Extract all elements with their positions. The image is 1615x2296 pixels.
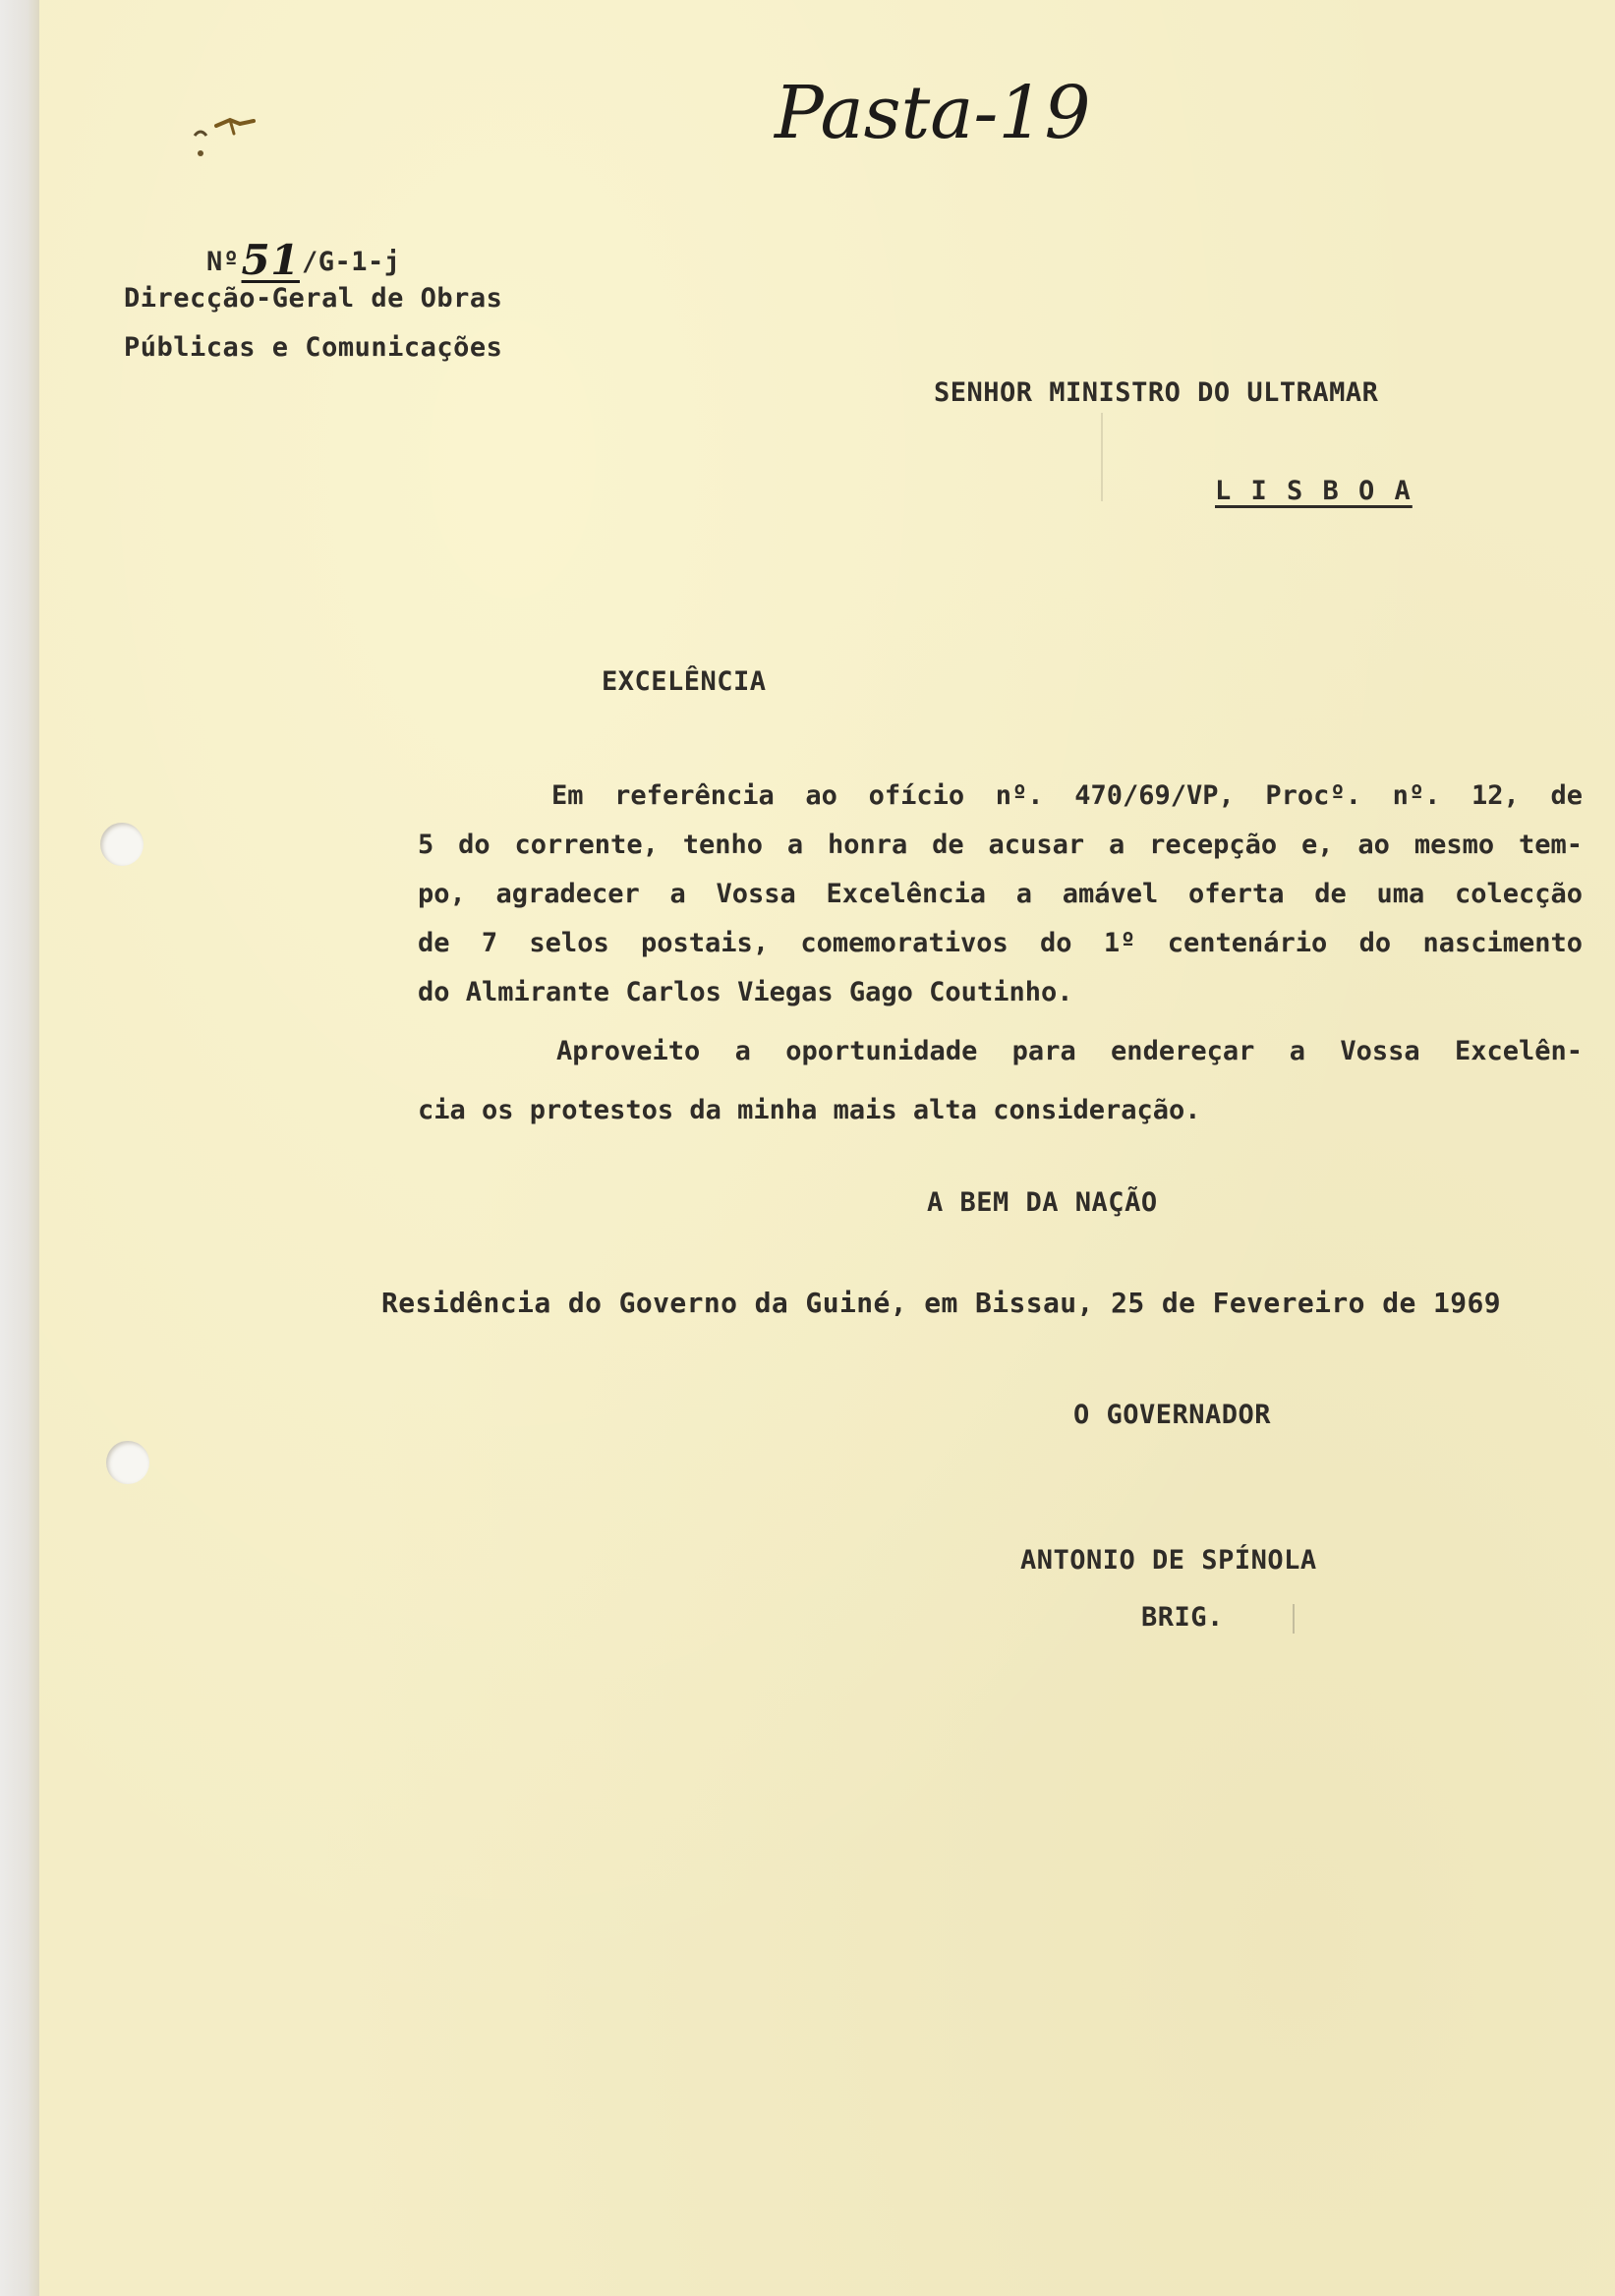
paper-pen-tick <box>1293 1604 1295 1634</box>
scanner-background <box>0 0 39 2296</box>
paragraph-1-line-2: 5 do corrente, tenho a honra de acusar a recepção e, ao mesmo tem- <box>418 830 1583 860</box>
signatory-name: ANTONIO DE SPÍNOLA <box>1020 1545 1317 1576</box>
reference-number <box>206 236 401 284</box>
paragraph-2-line-1: Aproveito a oportunidade para endereçar a Vossa Excelên- <box>556 1036 1583 1066</box>
department-line-1: Direcção-Geral de Obras <box>124 283 503 314</box>
paragraph-2-line-2: cia os protestos da minha mais alta consideração. <box>418 1095 1201 1125</box>
recipient-title: SENHOR MINISTRO DO ULTRAMAR <box>934 377 1379 408</box>
paragraph-1-line-1: Em referência ao ofício nº. 470/69/VP, Procº. nº. 12, de <box>551 780 1583 811</box>
letter-page <box>39 0 1615 2296</box>
punch-hole-top <box>100 823 144 866</box>
handwritten-reference-number: 51 <box>241 236 300 284</box>
paragraph-1-line-4: de 7 selos postais, comemorativos do 1º centenário do nascimento <box>418 928 1583 958</box>
paragraph-1-line-3: po, agradecer a Vossa Excelência a amável oferta de uma colecção <box>418 879 1583 909</box>
paper-crease-mark <box>1101 413 1103 501</box>
reference-prefix: Nº <box>206 247 240 277</box>
signatory-role: O GOVERNADOR <box>1073 1400 1272 1430</box>
place-and-date: Residência do Governo da Guiné, em Bissau, 25 de Fevereiro de 1969 <box>381 1287 1501 1319</box>
closing-formula: A BEM DA NAÇÃO <box>927 1187 1158 1218</box>
punch-hole-bottom <box>106 1441 149 1484</box>
handwritten-folder-label: Pasta-19 <box>775 71 1091 155</box>
recipient-city: L I S B O A <box>1215 476 1413 506</box>
reference-suffix: /G-1-j <box>301 247 401 277</box>
pen-scribble-mark <box>187 106 295 165</box>
department-line-2: Públicas e Comunicações <box>124 332 503 363</box>
salutation: EXCELÊNCIA <box>602 666 767 697</box>
paragraph-1-line-5: do Almirante Carlos Viegas Gago Coutinho. <box>418 977 1073 1007</box>
signatory-rank: BRIG. <box>1141 1602 1224 1633</box>
